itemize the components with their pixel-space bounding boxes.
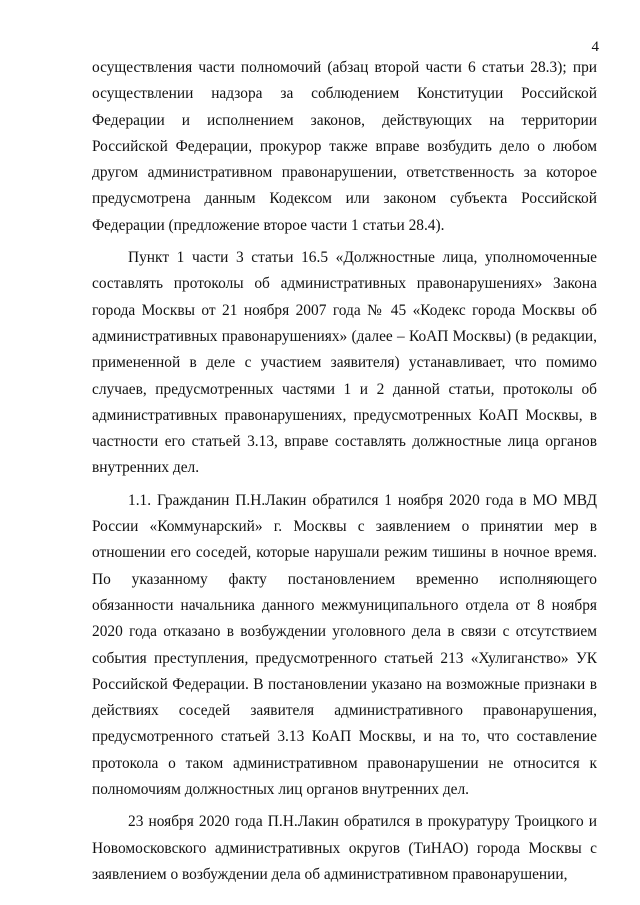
paragraph-continuation: осуществления части полномочий (абзац второй части 6 статьи 28.3); при осуществлении надзора за соблюдением Конституции Российской Федерации и исполнением законов, действующих на территории Российской Федерации, прокурор также вправе возбудить дело о любом другом административном правонарушении, ответственность за которое предусмотрена данным Кодексом или законом субъекта Российской Федерации (предложение второе части 1 статьи 28.4). [92, 59, 597, 234]
paragraph-prosecutor-appeal: 23 ноября 2020 года П.Н.Лакин обратился в прокуратуру Троицкого и Новомосковского административных округов (ТиНАО) города Москвы с заявлением о возбуждении дела об административном правонарушении, [92, 813, 597, 883]
page-number: 4 [591, 39, 599, 55]
paragraph-moscow-code: Пункт 1 части 3 статьи 16.5 «Должностные лица, уполномоченные составлять протоколы об административных правонарушениях» Закона города Москвы от 21 ноября 2007 года № 45 «Кодекс города Москвы об административных правонарушениях» (далее – КоАП Москвы) (в редакции, примененной в деле с участием заявителя) устанавливает, что помимо случаев, предусмотренных частями 1 и 2 данной статьи, протоколы об административных правонарушениях, предусмотренных КоАП Москвы, в частности его статьей 3.13, вправе составлять должностные лица органов внутренних дел. [92, 249, 597, 477]
paragraph-section-1-1: 1.1. Гражданин П.Н.Лакин обратился 1 ноября 2020 года в МО МВД России «Коммунарский» г. Москвы с заявлением о принятии мер в отношении его соседей, которые нарушали режим тишины в ночное время. По указанному факту постановлением временно исполняющего обязанности начальника данного межмуниципального отдела от 8 ноября 2020 года отказано в возбуждении уголовного дела в связи с отсутствием события преступления, предусмотренного статьей 213 «Хулиганство» УК Российской Федерации. В постановлении указано на возможные признаки в действиях соседей заявителя административного правонарушения, предусмотренного статьей 3.13 КоАП Москвы, и на то, что составление протокола о таком административном правонарушении не относится к полномочиям должностных лиц органов внутренних дел. [92, 491, 597, 799]
document-body [92, 55, 597, 894]
